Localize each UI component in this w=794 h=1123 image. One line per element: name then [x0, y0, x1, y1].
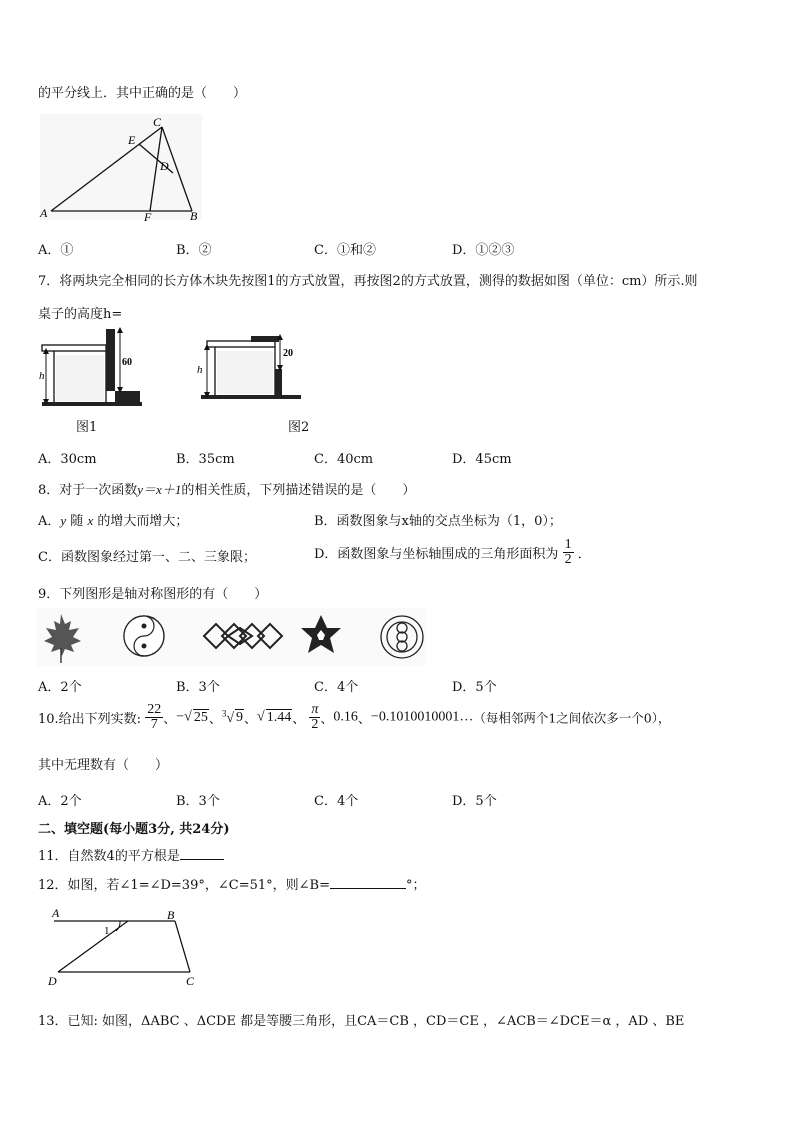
q7-figure-1 [36, 325, 146, 410]
q7-option-b: B．35cm [176, 452, 235, 467]
q7-option-c: C．40cm [314, 452, 374, 467]
label-d: D [48, 974, 57, 988]
angle-1-label: 1 [104, 925, 110, 937]
sqrt-1-44: 1.44 [266, 710, 292, 725]
q6-option-b: B．② [176, 243, 212, 258]
label-b: B [167, 908, 175, 922]
fraction-22-7: $\frac{22}{7}$ [147, 702, 162, 732]
q8-option-d: D．函数图象与坐标轴围成的三角形面积为 $\frac{1}{2}$ ． [314, 537, 591, 567]
q9-option-a: A．2个 [38, 680, 82, 695]
label-b: B [190, 209, 198, 223]
label-e: E [128, 133, 136, 147]
fraction-pi-2: $\frac{\pi}{2}$ [311, 702, 319, 732]
fig1-60-label: 60 [122, 357, 132, 368]
q11-answer-blank [180, 859, 224, 860]
q8-stem: 8．对于一次函数y＝x＋1的相关性质，下列描述错误的是（ ） [38, 482, 416, 498]
q10-stem-line2: 其中无理数有（ ） [38, 758, 169, 773]
figure-background [40, 114, 202, 220]
q8-option-c: C．函数图象经过第一、二、三象限； [38, 550, 256, 565]
q10-option-d: D．5个 [452, 794, 497, 809]
q12-trapezoid-figure [40, 905, 205, 990]
q11-stem: 11．自然数4的平方根是 [38, 845, 224, 864]
repeating-decimal: 0.16 [333, 709, 358, 725]
q7-figure-2 [193, 331, 308, 406]
label-a: A [40, 206, 48, 220]
cube-root-index: 3 [221, 708, 227, 719]
wood-block-vertical [106, 329, 115, 391]
q12-answer-blank [330, 888, 406, 889]
q12-stem: 12．如图，若∠1=∠D=39°，∠C=51°，则∠B= °； [38, 878, 426, 893]
q10-option-c: C．4个 [314, 794, 359, 809]
table-top [42, 345, 106, 351]
yin-yang-icon [124, 616, 164, 656]
sqrt-25: 25 [193, 710, 208, 725]
q8-option-a: A．y 随 x 的增大而增大； [38, 513, 189, 529]
label-f: F [144, 210, 152, 224]
q10-stem: 10.给出下列实数: $\frac{22}{7}$ 、−√ 25、$^3$√ 9、√ 1.44、 $\frac{\pi}{2}$ 、0.16、−0.1010010001…（每相邻两个1之间依次多一个0）， [38, 702, 671, 732]
q9-option-d: D．5个 [452, 680, 497, 695]
q7-fig2-caption: 图2 [288, 420, 310, 435]
fig2-h-label: h [197, 364, 203, 376]
q10-option-a: A．2个 [38, 794, 82, 809]
q9-stem: 9．下列图形是轴对称图形的有（ ） [38, 587, 268, 602]
q6-option-c: C．①和② [314, 243, 376, 258]
q7-stem-line2: 桌子的高度h= [38, 307, 123, 322]
fraction-one-half: $\frac{1}{2}$ [564, 537, 572, 567]
q8-function: y＝x＋1 [137, 482, 182, 497]
q7-stem-line1: 7．将两块完全相同的长方体木块先按图1的方式放置，再按图2的方式放置，测得的数据如图（单位：cm）所示.则 [38, 274, 698, 289]
wood-block-side [275, 369, 282, 395]
q6-option-a: A．① [38, 243, 74, 258]
q7-option-d: D．45cm [452, 452, 512, 467]
q8-option-b: B．函数图象与x轴的交点坐标为（1，0）； [314, 514, 562, 529]
segment-bc [175, 921, 190, 972]
q7-option-a: A．30cm [38, 452, 97, 467]
fig1-h-label: h [39, 370, 45, 382]
q7-fig1-caption: 图1 [76, 420, 98, 435]
q9-option-c: C．4个 [314, 680, 359, 695]
q9-figures [36, 608, 428, 666]
label-c: C [153, 115, 162, 129]
label-a: A [52, 906, 60, 920]
label-c: C [186, 974, 195, 988]
q6-triangle-figure [38, 110, 208, 225]
wood-block-top [251, 336, 279, 342]
q10-option-b: B．3个 [176, 794, 220, 809]
q6-stem-tail: 的平分线上．其中正确的是（ ） [38, 86, 247, 101]
section-heading: 二、填空题(每小题3分, 共24分) [38, 822, 230, 837]
label-d: D [160, 159, 169, 173]
q6-option-d: D．①②③ [452, 243, 515, 258]
wood-block-horizontal [115, 391, 140, 402]
cbrt-9: 9 [236, 710, 244, 725]
fig2-20-label: 20 [283, 348, 293, 359]
q13-stem: 13．已知: 如图，ΔABC 、ΔCDE 都是等腰三角形，且CA＝CB ，CD＝CE ，∠ACB＝∠DCE＝α ，AD 、BE [38, 1014, 685, 1029]
q9-option-b: B．3个 [176, 680, 220, 695]
